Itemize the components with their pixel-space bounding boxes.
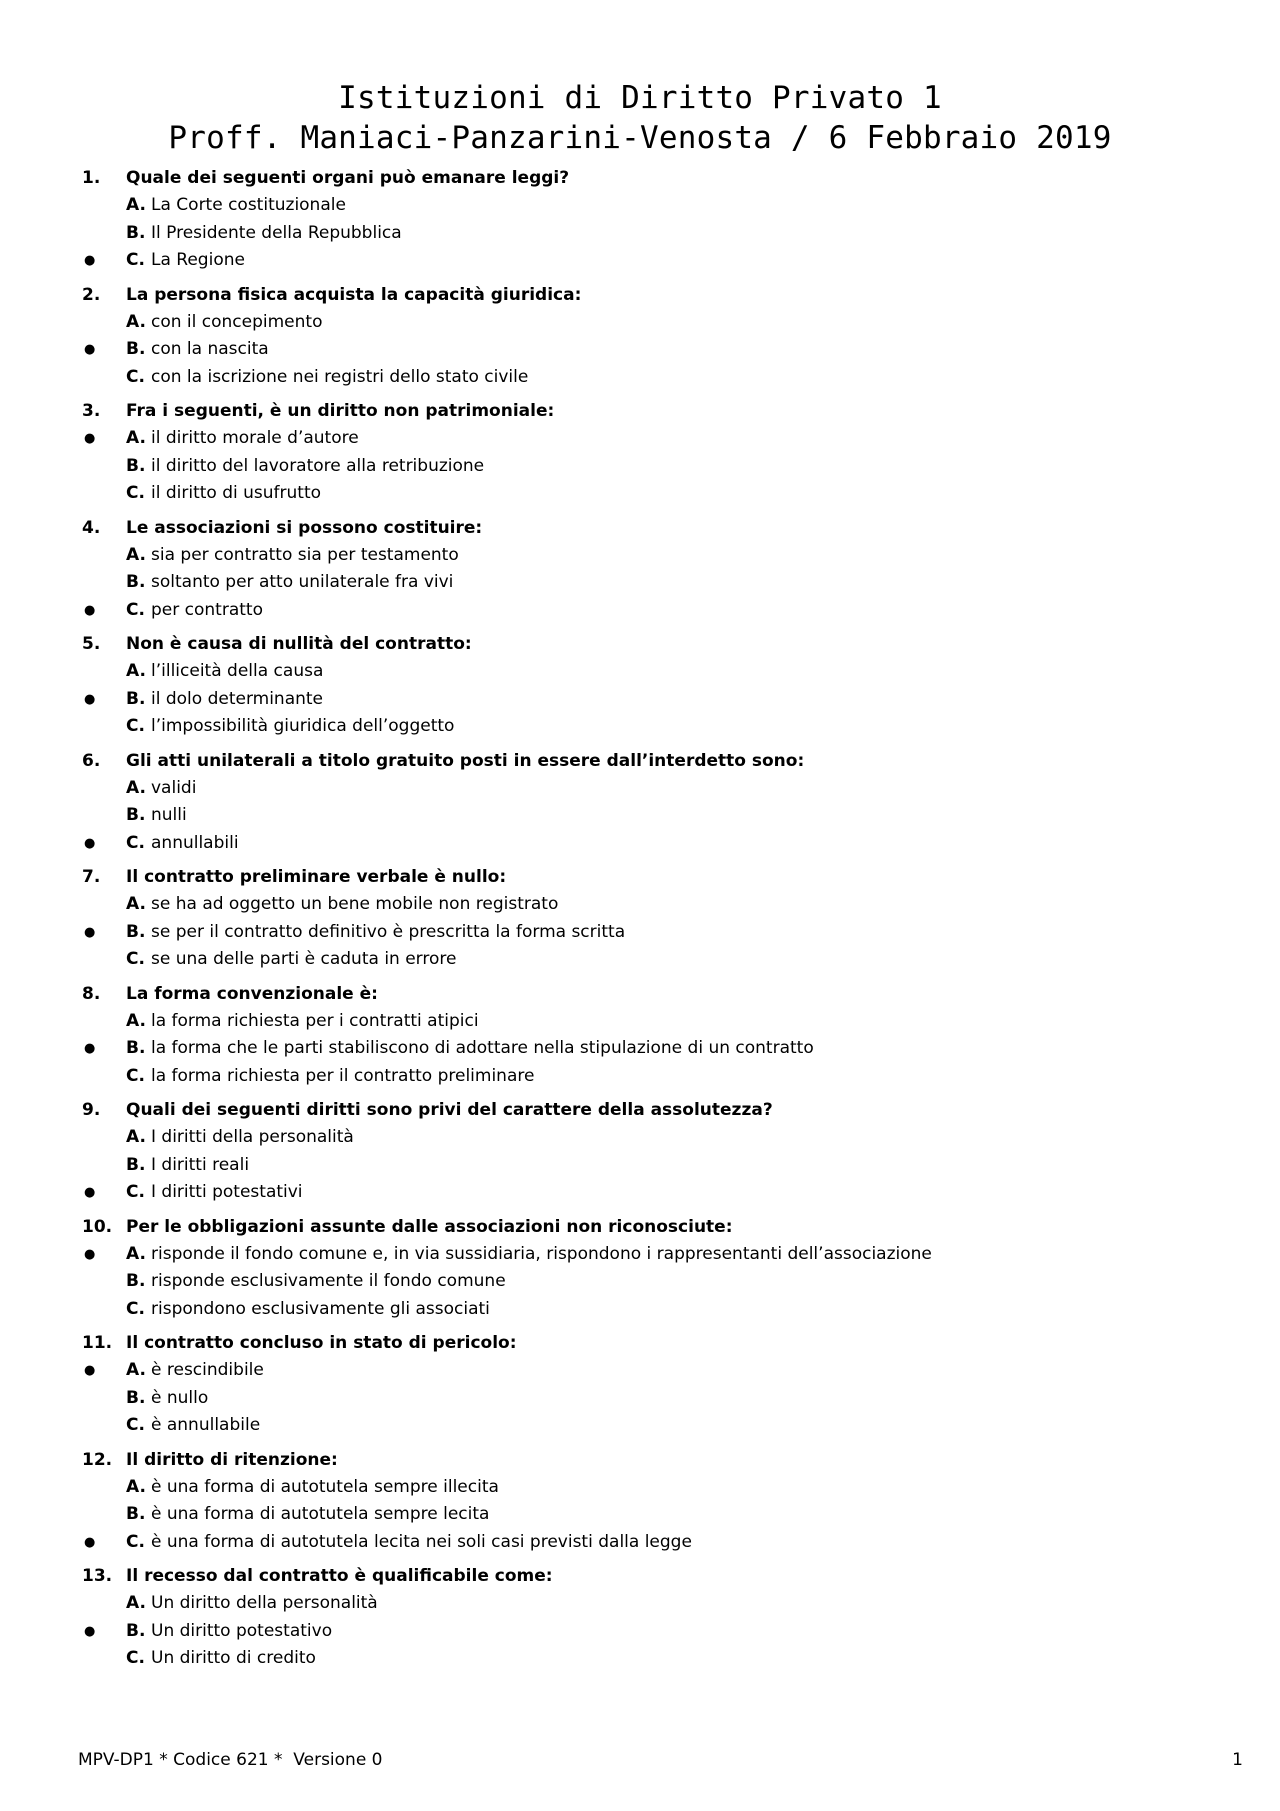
option-text: La Regione	[151, 250, 245, 270]
option-text: sia per contratto sia per testamento	[151, 544, 459, 565]
option-text: con la iscrizione nei registri dello stato civile	[151, 366, 529, 387]
answer-option	[0, 1618, 1280, 1646]
answer-option	[0, 775, 1280, 803]
option-letter: B.	[126, 339, 146, 359]
option-letter: A.	[126, 777, 146, 798]
question-text: Il diritto di ritenzione:	[126, 1449, 338, 1470]
answer-option	[0, 1645, 1280, 1673]
correct-answer-bullet-icon: ●	[84, 1363, 96, 1378]
option-text: l’impossibilità giuridica dell’oggetto	[151, 716, 455, 736]
question-item	[0, 980, 1280, 1091]
question-text: La persona fisica acquista la capacità giuridica:	[126, 284, 582, 305]
answer-option	[0, 802, 1280, 830]
question-item	[0, 747, 1280, 858]
question-number: 12.	[82, 1449, 113, 1470]
option-letter: A.	[126, 544, 146, 565]
question-row	[0, 747, 1280, 775]
option-letter: B.	[126, 572, 146, 592]
question-row	[0, 164, 1280, 192]
question-item	[0, 514, 1280, 625]
question-number: 4.	[82, 517, 101, 538]
option-letter: A.	[126, 1593, 146, 1613]
correct-answer-bullet-icon: ●	[84, 924, 96, 940]
correct-answer-bullet-icon: ●	[84, 602, 96, 618]
option-text: è una forma di autotutela sempre lecita	[151, 1504, 490, 1524]
answer-option	[0, 480, 1280, 508]
option-letter: C.	[126, 1648, 145, 1668]
question-item	[0, 1562, 1280, 1673]
option-letter: C.	[126, 483, 145, 503]
question-item	[0, 281, 1280, 392]
page-number: 1	[1232, 1750, 1243, 1770]
option-text: la forma che le parti stabiliscono di adottare nella stipulazione di un contratto	[151, 1038, 814, 1058]
question-row	[0, 980, 1280, 1008]
option-text: il diritto del lavoratore alla retribuzione	[151, 455, 485, 476]
option-text: annullabili	[151, 832, 239, 853]
option-text: per contratto	[151, 599, 263, 620]
correct-answer-bullet-icon: ●	[84, 253, 96, 268]
document-header	[0, 78, 1280, 158]
option-text: la forma richiesta per i contratti atipici	[151, 1010, 479, 1031]
option-letter: B.	[126, 688, 146, 709]
option-letter: A.	[126, 1010, 146, 1031]
question-number: 9.	[82, 1100, 101, 1120]
option-letter: B.	[126, 921, 146, 942]
question-item	[0, 1096, 1280, 1207]
option-text: se una delle parti è caduta in errore	[151, 949, 457, 969]
option-letter: C.	[126, 949, 145, 969]
answer-option	[0, 1124, 1280, 1152]
option-text: Un diritto di credito	[151, 1648, 316, 1668]
question-text: Il recesso dal contratto è qualificabile come:	[126, 1566, 553, 1586]
answer-option	[0, 569, 1280, 597]
answer-option	[0, 1241, 1280, 1269]
answer-option	[0, 1590, 1280, 1618]
correct-answer-bullet-icon: ●	[84, 691, 96, 707]
option-letter: C.	[126, 832, 145, 853]
option-letter: A.	[126, 311, 146, 332]
question-row	[0, 1329, 1280, 1357]
option-letter: B.	[126, 1271, 146, 1291]
answer-option	[0, 309, 1280, 337]
answer-option	[0, 220, 1280, 248]
question-number: 13.	[82, 1566, 113, 1586]
answer-option	[0, 658, 1280, 686]
question-number: 11.	[82, 1333, 113, 1353]
option-letter: A.	[126, 894, 146, 914]
question-item	[0, 1329, 1280, 1440]
option-letter: C.	[126, 1298, 145, 1319]
question-text: Le associazioni si possono costituire:	[126, 517, 483, 538]
question-text: Gli atti unilaterali a titolo gratuito posti in essere dall’interdetto sono:	[126, 750, 805, 771]
option-text: I diritti della personalità	[151, 1127, 354, 1147]
question-text: Quale dei seguenti organi può emanare leggi?	[126, 168, 570, 188]
option-text: con il concepimento	[151, 311, 323, 332]
option-text: se ha ad oggetto un bene mobile non registrato	[151, 894, 559, 914]
answer-option	[0, 597, 1280, 625]
question-number: 8.	[82, 983, 101, 1004]
answer-option	[0, 1063, 1280, 1091]
option-text: è rescindibile	[151, 1360, 264, 1380]
answer-option	[0, 1152, 1280, 1180]
question-item	[0, 397, 1280, 508]
answer-option	[0, 713, 1280, 741]
option-text: I diritti reali	[151, 1154, 250, 1175]
option-letter: C.	[126, 1531, 145, 1552]
question-text: Fra i seguenti, è un diritto non patrimoniale:	[126, 401, 555, 421]
option-text: se per il contratto definitivo è prescritta la forma scritta	[151, 921, 626, 942]
option-text: è annullabile	[151, 1415, 261, 1435]
option-letter: A.	[126, 428, 146, 448]
answer-option	[0, 1179, 1280, 1207]
option-letter: A.	[126, 1127, 146, 1147]
answer-option	[0, 192, 1280, 220]
correct-answer-bullet-icon: ●	[84, 835, 96, 851]
question-text: Quali dei seguenti diritti sono privi del carattere della assolutezza?	[126, 1100, 773, 1120]
option-letter: A.	[126, 1360, 146, 1380]
answer-option	[0, 247, 1280, 275]
option-text: Il Presidente della Repubblica	[151, 222, 402, 243]
option-text: soltanto per atto unilaterale fra vivi	[151, 572, 454, 592]
option-text: è una forma di autotutela lecita nei soli casi previsti dalla legge	[151, 1531, 692, 1552]
option-letter: B.	[126, 1620, 146, 1641]
question-item	[0, 863, 1280, 974]
option-letter: C.	[126, 1065, 145, 1086]
option-letter: A.	[126, 661, 146, 681]
question-text: La forma convenzionale è:	[126, 983, 378, 1004]
answer-option	[0, 1008, 1280, 1036]
correct-answer-bullet-icon: ●	[84, 1185, 96, 1200]
option-letter: C.	[126, 250, 145, 270]
answer-option	[0, 1474, 1280, 1502]
answer-option	[0, 1501, 1280, 1529]
correct-answer-bullet-icon: ●	[84, 1246, 96, 1262]
question-row	[0, 1562, 1280, 1590]
answer-option	[0, 1357, 1280, 1385]
answer-option	[0, 686, 1280, 714]
correct-answer-bullet-icon: ●	[84, 1623, 96, 1639]
document-title: Istituzioni di Diritto Privato 1	[338, 80, 942, 116]
correct-answer-bullet-icon: ●	[84, 1041, 96, 1056]
option-letter: B.	[126, 1154, 146, 1175]
answer-option	[0, 453, 1280, 481]
question-row	[0, 281, 1280, 309]
document-subtitle: Proff. Maniaci-Panzarini-Venosta / 6 Febbraio 2019	[168, 120, 1112, 156]
question-item	[0, 1213, 1280, 1324]
option-text: nulli	[151, 805, 187, 825]
option-letter: C.	[126, 1182, 145, 1202]
answer-option	[0, 1529, 1280, 1557]
question-number: 1.	[82, 168, 101, 188]
option-letter: B.	[126, 1387, 146, 1408]
option-text: Un diritto della personalità	[151, 1593, 378, 1613]
option-text: il dolo determinante	[151, 688, 324, 709]
option-text: Un diritto potestativo	[151, 1620, 333, 1641]
option-letter: C.	[126, 716, 145, 736]
option-letter: C.	[126, 366, 145, 387]
option-letter: B.	[126, 455, 146, 476]
answer-option	[0, 1296, 1280, 1324]
answer-option	[0, 919, 1280, 947]
answer-option	[0, 542, 1280, 570]
answer-option	[0, 364, 1280, 392]
correct-answer-bullet-icon: ●	[84, 342, 96, 357]
option-text: la forma richiesta per il contratto preliminare	[151, 1065, 535, 1086]
option-text: è nullo	[151, 1387, 209, 1408]
option-letter: A.	[126, 1243, 146, 1264]
question-number: 6.	[82, 750, 101, 771]
question-row	[0, 1446, 1280, 1474]
option-letter: C.	[126, 599, 145, 620]
question-row	[0, 863, 1280, 891]
question-list	[0, 164, 1280, 1679]
option-letter: C.	[126, 1415, 145, 1435]
option-text: risponde esclusivamente il fondo comune	[151, 1271, 506, 1291]
answer-option	[0, 830, 1280, 858]
answer-option	[0, 1268, 1280, 1296]
option-text: rispondono esclusivamente gli associati	[151, 1298, 490, 1319]
option-text: risponde il fondo comune e, in via sussidiaria, rispondono i rappresentanti dell’associazione	[151, 1243, 932, 1264]
question-row	[0, 630, 1280, 658]
option-text: l’illiceità della causa	[151, 661, 324, 681]
option-text: è una forma di autotutela sempre illecita	[151, 1476, 499, 1497]
question-number: 5.	[82, 634, 101, 654]
question-text: Il contratto concluso in stato di pericolo:	[126, 1333, 517, 1353]
question-number: 3.	[82, 401, 101, 421]
question-number: 2.	[82, 284, 101, 305]
option-text: il diritto morale d’autore	[151, 428, 359, 448]
answer-option	[0, 336, 1280, 364]
question-number: 7.	[82, 867, 101, 887]
question-row	[0, 397, 1280, 425]
question-number: 10.	[82, 1216, 113, 1237]
answer-option	[0, 946, 1280, 974]
question-row	[0, 514, 1280, 542]
question-row	[0, 1213, 1280, 1241]
correct-answer-bullet-icon: ●	[84, 1534, 96, 1550]
option-letter: B.	[126, 805, 146, 825]
option-text: I diritti potestativi	[151, 1182, 303, 1202]
answer-option	[0, 891, 1280, 919]
answer-option	[0, 425, 1280, 453]
footer-code: MPV-DP1 * Codice 621 * Versione 0	[78, 1750, 383, 1770]
question-row	[0, 1096, 1280, 1124]
question-text: Il contratto preliminare verbale è nullo:	[126, 867, 507, 887]
answer-option	[0, 1412, 1280, 1440]
option-text: validi	[151, 777, 197, 798]
option-letter: A.	[126, 1476, 146, 1497]
answer-option	[0, 1035, 1280, 1063]
option-letter: B.	[126, 222, 146, 243]
question-text: Per le obbligazioni assunte dalle associazioni non riconosciute:	[126, 1216, 733, 1237]
correct-answer-bullet-icon: ●	[84, 431, 96, 446]
question-text: Non è causa di nullità del contratto:	[126, 634, 472, 654]
option-letter: A.	[126, 195, 146, 215]
answer-option	[0, 1385, 1280, 1413]
option-letter: B.	[126, 1038, 146, 1058]
option-text: il diritto di usufrutto	[151, 483, 322, 503]
option-letter: B.	[126, 1504, 146, 1524]
option-text: con la nascita	[151, 339, 269, 359]
question-item	[0, 164, 1280, 275]
question-item	[0, 630, 1280, 741]
question-item	[0, 1446, 1280, 1557]
option-text: La Corte costituzionale	[151, 195, 346, 215]
